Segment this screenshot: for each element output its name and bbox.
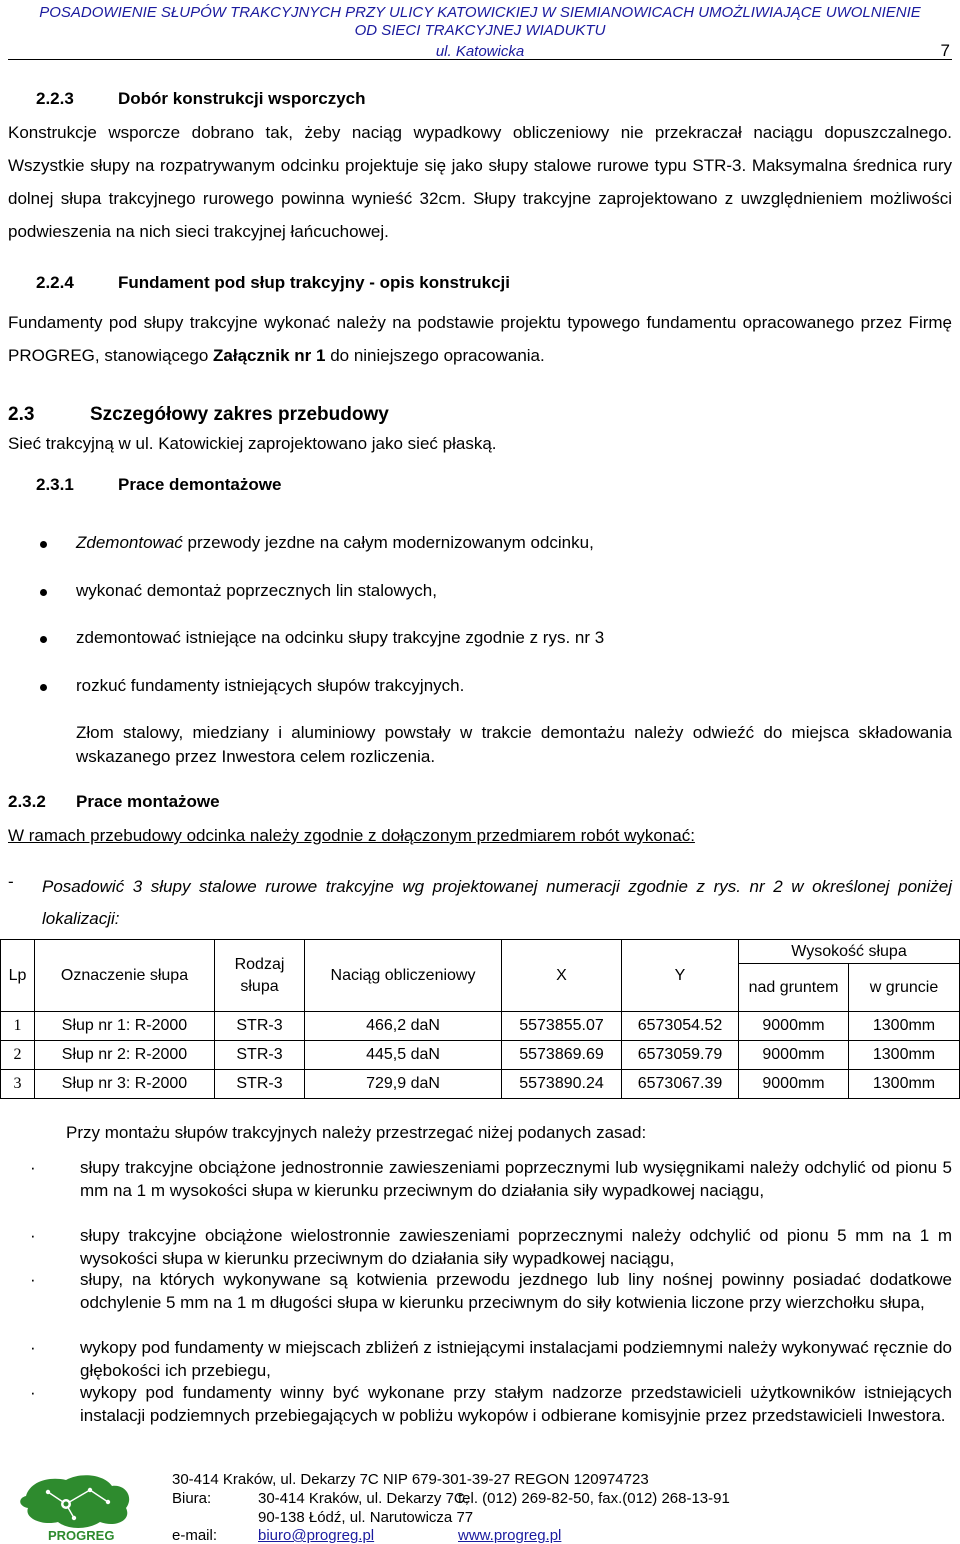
page-footer xyxy=(0,1468,960,1544)
column-header-naciag: Naciąg obliczeniowy xyxy=(305,940,502,1012)
cell-oznaczenie: Słup nr 1: R-2000 xyxy=(35,1012,215,1041)
section-heading-2-3-1 xyxy=(36,474,281,497)
bullet-icon: · xyxy=(30,1338,36,1357)
footer-contact-line xyxy=(172,1526,561,1544)
column-header-rodzaj: Rodzaj słupa xyxy=(215,940,305,1012)
section-heading-2-2-3 xyxy=(36,88,366,111)
logo-node-center xyxy=(64,1502,69,1507)
section-2-2-4-paragraph xyxy=(8,306,952,372)
footer-email-label: e-mail: xyxy=(172,1527,218,1544)
cell-oznaczenie: Słup nr 3: R-2000 xyxy=(35,1070,215,1099)
rule-text: słupy, na których wykonywane są kotwienia przewodu jezdnego lub liny nośnej powinny posiadać dodatkowe odchylenie 5 mm na 1 m długości słupa w kierunku przeciwnym do siły kotwienia liczone przy wierzchołku słupa, xyxy=(80,1270,952,1312)
list-item-text: rozkuć fundamenty istniejących słupów trakcyjnych. xyxy=(76,676,465,695)
bullet-icon xyxy=(40,684,47,691)
rule-text: słupy trakcyjne obciążone wielostronnie zawieszeniami poprzecznymi należy odchylić od pionu 5 mm na 1 m wysokości słupa w kierunku przeciwnym do działania siły wypadkowej naciągu, xyxy=(80,1226,952,1268)
cell-rodzaj: STR-3 xyxy=(215,1070,305,1099)
bullet-icon: · xyxy=(30,1226,36,1245)
section-number: 2.2.3 xyxy=(36,89,74,108)
logo-text: PROGREG xyxy=(48,1528,115,1543)
rule-item xyxy=(30,1381,952,1427)
scrap-note: Złom stalowy, miedziany i aluminiowy powstały w trakcie demontażu należy odwieźć do miejsca składowania wskazanego przez Inwestora celem rozliczenia. xyxy=(76,723,952,766)
logo-node xyxy=(88,1488,92,1492)
posts-table xyxy=(0,939,960,1099)
cell-w-gruncie: 1300mm xyxy=(849,1041,960,1070)
section-title: Fundament pod słup trakcyjny - opis konstrukcji xyxy=(118,273,511,292)
header-title-line1: POSADOWIENIE SŁUPÓW TRAKCYJNYCH PRZY ULICY KATOWICKIEJ W SIEMIANOWICACH UMOŻLIWIAJĄCE UWOLNIENIE xyxy=(39,4,921,21)
dash-marker: - xyxy=(8,872,14,891)
cell-nad-gruntem: 9000mm xyxy=(739,1070,849,1099)
footer-company-line: 30-414 Kraków, ul. Dekarzy 7C NIP 679-301-39-27 REGON 120974723 xyxy=(172,1471,649,1488)
section-title: Prace montażowe xyxy=(76,792,220,811)
cell-nad-gruntem: 9000mm xyxy=(739,1012,849,1041)
table-row xyxy=(1,1012,960,1041)
column-header-nad-gruntem: nad gruntem xyxy=(739,964,849,1012)
rule-item xyxy=(30,1336,952,1382)
column-header-y: Y xyxy=(622,940,739,1012)
cell-y: 6573059.79 xyxy=(622,1041,739,1070)
logo-node xyxy=(106,1500,110,1504)
footer-lodz-address: 90-138 Łódź, ul. Narutowicza 77 xyxy=(258,1509,474,1526)
cell-naciag: 445,5 daN xyxy=(305,1041,502,1070)
table-header-row xyxy=(1,940,960,964)
cell-w-gruncie: 1300mm xyxy=(849,1012,960,1041)
progreg-logo-icon xyxy=(8,1468,158,1544)
rule-text: wykopy pod fundamenty w miejscach zbliżeń z istniejącymi instalacjami podziemnymi należy wykonywać ręcznie do głębokości ich przebiegu, xyxy=(80,1338,952,1380)
cell-y: 6573067.39 xyxy=(622,1070,739,1099)
rule-text: wykopy pod fundamenty winny być wykonane przy stałym nadzorze przedstawicieli użytkowników istniejących instalacji podziemnych przebiegających w pobliżu wykopów i odbierane komisyjnie przez przedstawicieli Inwestora. xyxy=(80,1383,952,1425)
column-header-oznaczenie: Oznaczenie słupa xyxy=(35,940,215,1012)
attachment-reference: Załącznik nr 1 xyxy=(213,346,326,365)
footer-offices-address: 30-414 Kraków, ul. Dekarzy 7C, xyxy=(258,1490,469,1507)
column-header-wysokosc: Wysokość słupa xyxy=(739,940,960,964)
rule-text: słupy trakcyjne obciążone jednostronnie zawieszeniami poprzecznymi lub wysięgnikami należy odchylić od pionu 5 mm na 1 m wysokości słupa w kierunku przeciwnym do działania siły wypadkowej naciągu, xyxy=(80,1158,952,1200)
bullet-icon xyxy=(40,589,47,596)
page-number: 7 xyxy=(940,41,950,60)
section-heading-2-3-2 xyxy=(8,791,220,814)
logo-node xyxy=(72,1516,76,1520)
header-rule xyxy=(8,59,952,60)
section-title: Prace demontażowe xyxy=(118,475,282,494)
bullet-icon: · xyxy=(30,1383,36,1402)
email-link[interactable]: biuro@progreg.pl xyxy=(258,1527,375,1544)
rule-item xyxy=(30,1224,952,1270)
table-row xyxy=(1,1070,960,1099)
column-header-w-gruncie: w gruncie xyxy=(849,964,960,1012)
cell-x: 5573855.07 xyxy=(502,1012,622,1041)
cell-naciag: 729,9 daN xyxy=(305,1070,502,1099)
list-item-text: przewody jezdne na całym modernizowanym odcinku, xyxy=(182,533,594,552)
cell-y: 6573054.52 xyxy=(622,1012,739,1041)
rule-item xyxy=(30,1268,952,1314)
list-item-text: zdemontować istniejące na odcinku słupy trakcyjne zgodnie z rys. nr 3 xyxy=(76,628,605,647)
cell-lp: 1 xyxy=(1,1012,35,1041)
list-item-text: wykonać demontaż poprzecznych lin stalowych, xyxy=(76,581,437,600)
section-2-3-2-intro: W ramach przebudowy odcinka należy zgodnie z dołączonym przedmiarem robót wykonać: xyxy=(8,826,695,845)
header-street: ul. Katowicka xyxy=(435,43,525,60)
cell-x: 5573869.69 xyxy=(502,1041,622,1070)
footer-offices-label: Biura: xyxy=(172,1490,212,1507)
bullet-icon xyxy=(40,636,47,643)
section-heading-2-2-4 xyxy=(36,272,510,295)
cell-lp: 2 xyxy=(1,1041,35,1070)
footer-phone: tel. (012) 269-82-50, fax.(012) 268-13-91 xyxy=(458,1490,730,1507)
section-2-3-paragraph: Sieć trakcyjną w ul. Katowickiej zaprojektowano jako sieć płaską. xyxy=(8,434,497,453)
section-2-2-3-paragraph: Konstrukcje wsporcze dobrano tak, żeby naciąg wypadkowy obliczeniowy nie przekraczał naciągu dopuszczalnego. Wszystkie słupy na rozpatrywanym odcinku projektuje się jako słupy stalowe rurowe typu STR-3. Maksymalna średnica rury dolnej słupa trakcyjnego rurowego powinna wynieść 32cm. Słupy trakcyjne zaprojektowano z uwzględnieniem możliwości podwieszenia na nich sieci trakcyjnej łańcuchowej. xyxy=(8,123,952,241)
header-title-line2: OD SIECI TRAKCYJNEJ WIADUKTU xyxy=(354,22,606,39)
bullet-icon xyxy=(40,541,47,548)
section-heading-2-3 xyxy=(8,402,389,428)
rule-item xyxy=(30,1156,952,1202)
cell-rodzaj: STR-3 xyxy=(215,1012,305,1041)
table-row xyxy=(1,1041,960,1070)
installation-item: Posadowić 3 słupy stalowe rurowe trakcyjne wg projektowanej numeracji zgodnie z rys. nr 2 w określonej poniżej lokalizacji: xyxy=(42,877,952,928)
cell-oznaczenie: Słup nr 2: R-2000 xyxy=(35,1041,215,1070)
cell-x: 5573890.24 xyxy=(502,1070,622,1099)
column-header-x: X xyxy=(502,940,622,1012)
section-title: Szczegółowy zakres przebudowy xyxy=(90,404,389,425)
section-number: 2.3.2 xyxy=(8,792,46,811)
cell-w-gruncie: 1300mm xyxy=(849,1070,960,1099)
rules-intro: Przy montażu słupów trakcyjnych należy przestrzegać niżej podanych zasad: xyxy=(66,1123,647,1142)
cell-rodzaj: STR-3 xyxy=(215,1041,305,1070)
bullet-icon: · xyxy=(30,1270,36,1289)
section-number: 2.3.1 xyxy=(36,475,74,494)
bullet-icon: · xyxy=(30,1158,36,1177)
section-number: 2.3 xyxy=(8,404,35,425)
cell-naciag: 466,2 daN xyxy=(305,1012,502,1041)
cell-lp: 3 xyxy=(1,1070,35,1099)
page-header xyxy=(0,4,960,60)
website-link[interactable]: www.progreg.pl xyxy=(458,1527,562,1544)
footer-offices-line xyxy=(172,1489,730,1508)
cell-nad-gruntem: 9000mm xyxy=(739,1041,849,1070)
list-item-italic: Zdemontować xyxy=(76,533,183,552)
paragraph-text: do niniejszego opracowania. xyxy=(325,346,545,365)
logo-node xyxy=(46,1490,50,1494)
section-number: 2.2.4 xyxy=(36,273,74,292)
column-header-lp: Lp xyxy=(1,940,35,1012)
section-title: Dobór konstrukcji wsporczych xyxy=(118,89,366,108)
paragraph-text: Fundamenty pod słupy trakcyjne wykonać należy na podstawie projektu typowego fundamentu opracowanego przez Firmę PROGREG, stanowiącego xyxy=(8,313,952,365)
